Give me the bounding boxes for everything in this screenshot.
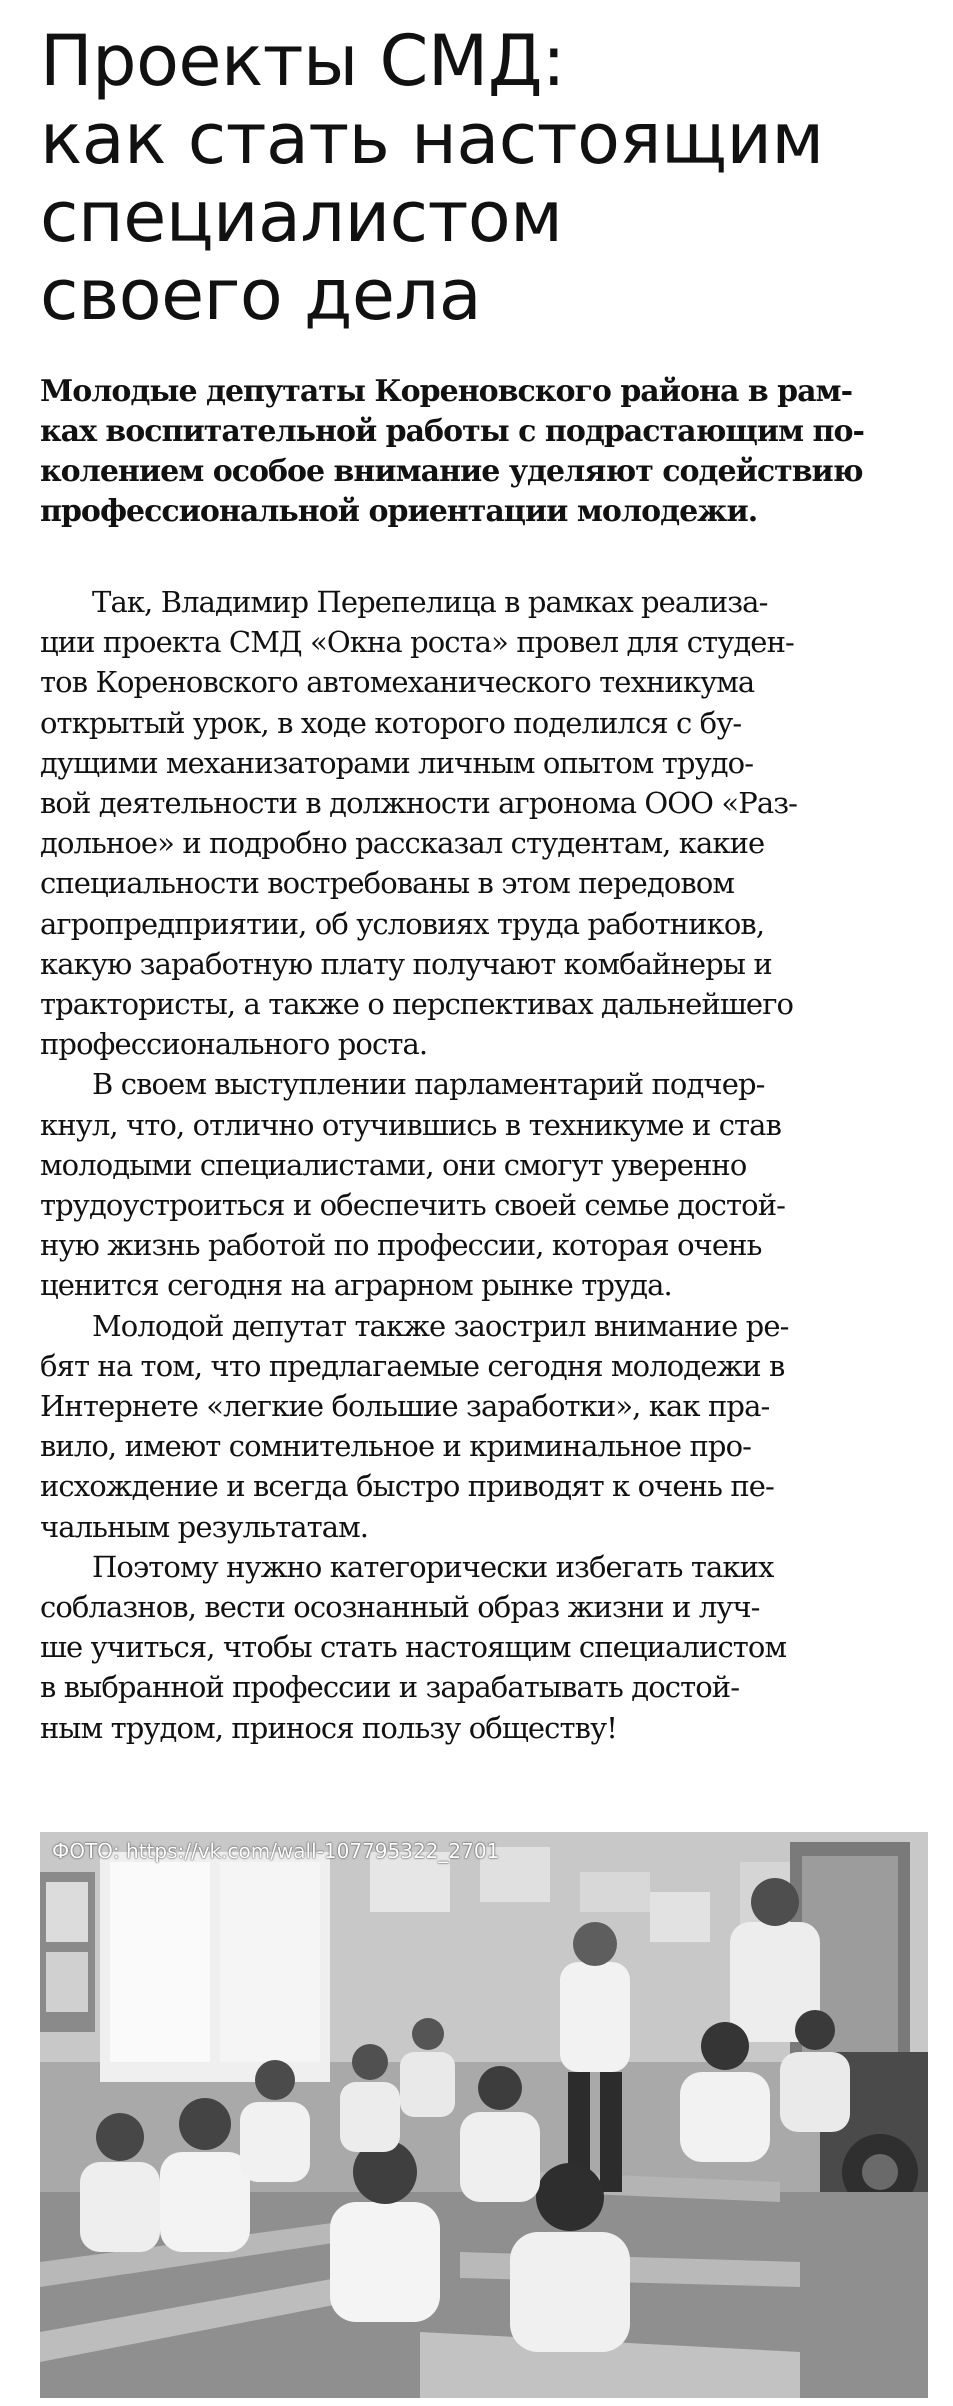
paragraph-line: ценится сегодня на аграрном рынке труда. bbox=[40, 1268, 672, 1303]
paragraph-line: трактористы, а также о перспективах дальнейшего bbox=[40, 987, 794, 1022]
paragraph-line: кнул, что, отлично отучившись в техникуме и став bbox=[40, 1107, 781, 1142]
article-photo bbox=[40, 1832, 928, 2398]
paragraph-line: открытый урок, в ходе которого поделился с бу- bbox=[40, 705, 742, 740]
paragraph-line: В своем выступлении парламентарий подчер- bbox=[92, 1067, 765, 1102]
headline-line: Проекты СМД: bbox=[40, 20, 566, 102]
photo-credit: ФОТО: https://vk.com/wall-107795322_2701 bbox=[52, 1839, 500, 1863]
paragraph-line: в выбранной профессии и зарабатывать достой- bbox=[40, 1670, 740, 1705]
headline-line: своего дела bbox=[40, 254, 482, 336]
article-paragraph bbox=[40, 582, 920, 1064]
paragraph-line: дольное» и подробно рассказал студентам, какие bbox=[40, 826, 765, 861]
lead-line: колением особое внимание уделяют содействию bbox=[40, 454, 863, 489]
paragraph-line: ше учиться, чтобы стать настоящим специалистом bbox=[40, 1630, 787, 1665]
paragraph-line: Интернете «легкие большие заработки», как пра- bbox=[40, 1389, 770, 1424]
article-headline bbox=[40, 22, 940, 334]
article-body bbox=[40, 582, 920, 1748]
paragraph-line: бят на том, что предлагаемые сегодня молодежи в bbox=[40, 1348, 785, 1383]
lead-line: профессиональной ориентации молодежи. bbox=[40, 494, 758, 529]
paragraph-line: Так, Владимир Перепелица в рамках реализа- bbox=[92, 585, 768, 619]
paragraph-line: тов Кореновского автомеханического техникума bbox=[40, 665, 755, 700]
paragraph-line: исхождение и всегда быстро приводят к очень пе- bbox=[40, 1469, 774, 1504]
article-paragraph bbox=[40, 1547, 920, 1748]
paragraph-line: какую заработную плату получают комбайнеры и bbox=[40, 946, 772, 981]
paragraph-line: молодыми специалистами, они смогут уверенно bbox=[40, 1147, 747, 1182]
paragraph-line: Поэтому нужно категорически избегать таких bbox=[92, 1549, 774, 1584]
paragraph-line: ную жизнь работой по профессии, которая очень bbox=[40, 1228, 762, 1263]
paragraph-line: ции проекта СМД «Окна роста» провел для студен- bbox=[40, 625, 794, 660]
classroom-photo-illustration bbox=[40, 1832, 928, 2398]
paragraph-line: чальным результатам. bbox=[40, 1509, 369, 1544]
headline-line: специалистом bbox=[40, 176, 563, 258]
paragraph-line: ным трудом, принося пользу обществу! bbox=[40, 1710, 617, 1745]
paragraph-line: профессионального роста. bbox=[40, 1027, 428, 1062]
paragraph-line: специальности востребованы в этом передовом bbox=[40, 866, 735, 901]
lead-line: Молодые депутаты Кореновского района в рам- bbox=[40, 374, 853, 409]
paragraph-line: агропредприятии, об условиях труда работников, bbox=[40, 906, 765, 941]
lead-line: ках воспитательной работы с подрастающим по- bbox=[40, 414, 864, 449]
article-paragraph bbox=[40, 1064, 920, 1305]
article-lead bbox=[40, 372, 910, 532]
paragraph-line: вой деятельности в должности агронома ООО «Раз- bbox=[40, 786, 798, 821]
article-paragraph bbox=[40, 1306, 920, 1547]
paragraph-line: соблазнов, вести осознанный образ жизни и луч- bbox=[40, 1590, 760, 1625]
paragraph-line: трудоустроиться и обеспечить своей семье достой- bbox=[40, 1188, 786, 1223]
paragraph-line: Молодой депутат также заострил внимание ре- bbox=[92, 1308, 789, 1343]
headline-line: как стать настоящим bbox=[40, 98, 824, 180]
paragraph-line: вило, имеют сомнительное и криминальное про- bbox=[40, 1429, 752, 1464]
paragraph-line: дущими механизаторами личным опытом трудо- bbox=[40, 745, 754, 780]
